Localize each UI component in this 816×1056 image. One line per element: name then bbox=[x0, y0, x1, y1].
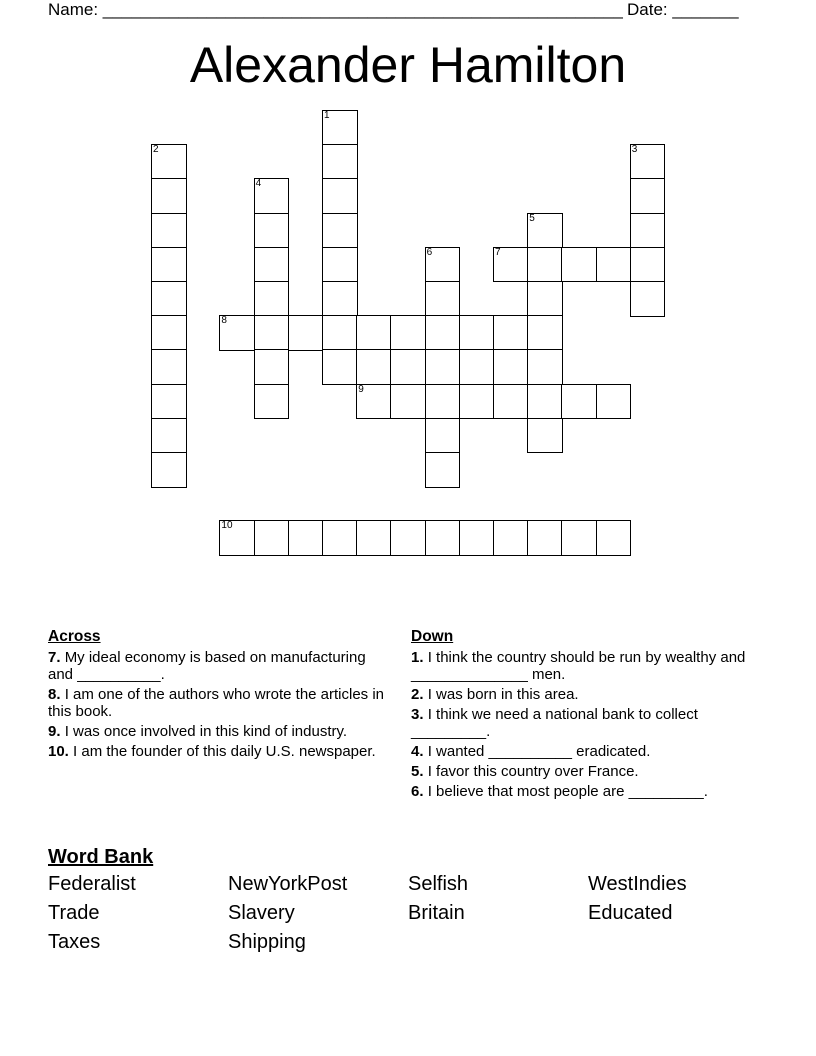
across-clue bbox=[48, 649, 388, 683]
grid-cell[interactable] bbox=[151, 384, 187, 420]
clue-text: I was born in this area. bbox=[427, 686, 579, 703]
grid-cell[interactable] bbox=[219, 520, 255, 556]
grid-cell[interactable] bbox=[493, 315, 529, 351]
across-heading: Across bbox=[48, 628, 101, 645]
clue-number-label: 6 bbox=[426, 246, 433, 258]
grid-cell[interactable] bbox=[254, 520, 290, 556]
grid-cell[interactable] bbox=[288, 520, 324, 556]
grid-cell[interactable] bbox=[254, 315, 290, 351]
grid-cell[interactable] bbox=[322, 349, 358, 385]
down-heading: Down bbox=[411, 628, 454, 645]
word-bank-item: Britain bbox=[408, 902, 465, 924]
clue-number-label: 2 bbox=[153, 144, 159, 156]
grid-cell[interactable] bbox=[561, 384, 597, 420]
grid-cell[interactable] bbox=[322, 144, 358, 180]
grid-cell[interactable] bbox=[425, 247, 461, 283]
grid-cell[interactable] bbox=[151, 247, 187, 283]
clue-number: 1. bbox=[411, 649, 424, 666]
grid-cell[interactable] bbox=[322, 110, 358, 146]
grid-cell[interactable] bbox=[390, 520, 426, 556]
grid-cell[interactable] bbox=[288, 315, 324, 351]
grid-cell[interactable] bbox=[322, 213, 358, 249]
down-clue bbox=[411, 783, 751, 800]
grid-cell[interactable] bbox=[527, 384, 563, 420]
grid-cell[interactable] bbox=[425, 520, 461, 556]
across-clue bbox=[48, 743, 388, 760]
across-clue bbox=[48, 723, 388, 740]
clue-number: 9. bbox=[48, 723, 61, 740]
clue-number-label: 5 bbox=[529, 212, 535, 224]
grid-cell[interactable] bbox=[151, 418, 187, 454]
grid-cell[interactable] bbox=[322, 247, 358, 283]
grid-cell[interactable] bbox=[459, 349, 495, 385]
clue-text: I am one of the authors who wrote the articles in this book. bbox=[48, 686, 385, 720]
grid-cell[interactable] bbox=[527, 349, 563, 385]
clue-number: 10. bbox=[48, 743, 69, 760]
grid-cell[interactable] bbox=[254, 178, 290, 214]
down-clue bbox=[411, 743, 751, 760]
grid-cell[interactable] bbox=[630, 213, 666, 249]
word-bank-item: Educated bbox=[588, 902, 673, 924]
grid-cell[interactable] bbox=[390, 349, 426, 385]
grid-cell[interactable] bbox=[356, 315, 392, 351]
word-bank-item: Taxes bbox=[48, 931, 101, 953]
grid-cell[interactable] bbox=[493, 384, 529, 420]
grid-cell[interactable] bbox=[493, 520, 529, 556]
grid-cell[interactable] bbox=[254, 247, 290, 283]
down-clues bbox=[411, 628, 751, 803]
grid-cell[interactable] bbox=[493, 247, 529, 283]
grid-cell[interactable] bbox=[493, 349, 529, 385]
word-bank-item: Federalist bbox=[48, 873, 136, 895]
grid-cell[interactable] bbox=[425, 384, 461, 420]
word-bank-item: Shipping bbox=[228, 931, 306, 953]
grid-cell[interactable] bbox=[322, 315, 358, 351]
clue-text: I wanted __________ eradicated. bbox=[427, 743, 651, 760]
grid-cell[interactable] bbox=[254, 213, 290, 249]
grid-cell[interactable] bbox=[630, 144, 666, 180]
grid-cell[interactable] bbox=[425, 315, 461, 351]
grid-cell[interactable] bbox=[561, 520, 597, 556]
clue-text: My ideal economy is based on manufacturing and __________. bbox=[48, 649, 366, 683]
clue-number-label: 9 bbox=[358, 383, 364, 395]
down-clue bbox=[411, 706, 751, 740]
grid-cell[interactable] bbox=[151, 281, 187, 317]
grid-cell[interactable] bbox=[151, 315, 187, 351]
grid-cell[interactable] bbox=[151, 349, 187, 385]
grid-cell[interactable] bbox=[322, 178, 358, 214]
grid-cell[interactable] bbox=[151, 178, 187, 214]
clue-number: 7. bbox=[48, 649, 61, 666]
grid-cell[interactable] bbox=[527, 418, 563, 454]
clue-text: I was once involved in this kind of industry. bbox=[64, 723, 348, 740]
grid-cell[interactable] bbox=[527, 315, 563, 351]
grid-cell[interactable] bbox=[425, 452, 461, 488]
grid-cell[interactable] bbox=[596, 384, 632, 420]
clue-number-label: 1 bbox=[324, 110, 330, 121]
grid-cell[interactable] bbox=[459, 384, 495, 420]
word-bank-title: Word Bank bbox=[48, 846, 154, 868]
grid-cell[interactable] bbox=[527, 520, 563, 556]
grid-cell[interactable] bbox=[630, 247, 666, 283]
grid-cell[interactable] bbox=[356, 384, 392, 420]
grid-cell[interactable] bbox=[356, 349, 392, 385]
clue-text: I think the country should be run by wealthy and ______________ men. bbox=[411, 649, 746, 683]
clue-number-label: 7 bbox=[495, 246, 501, 258]
clue-number: 6. bbox=[411, 783, 424, 800]
across-clue bbox=[48, 686, 388, 720]
clue-text: I believe that most people are _________. bbox=[427, 783, 708, 800]
grid-cell[interactable] bbox=[527, 213, 563, 249]
clue-number-label: 3 bbox=[631, 144, 638, 156]
word-bank-item: Selfish bbox=[408, 873, 469, 895]
clue-number: 2. bbox=[411, 686, 424, 703]
clue-number: 3. bbox=[411, 706, 424, 723]
grid-cell[interactable] bbox=[254, 349, 290, 385]
grid-cell[interactable] bbox=[151, 452, 187, 488]
clue-number: 5. bbox=[411, 763, 424, 780]
clue-number-label: 8 bbox=[221, 315, 227, 327]
clue-number: 4. bbox=[411, 743, 424, 760]
grid-cell[interactable] bbox=[425, 349, 461, 385]
grid-cell[interactable] bbox=[425, 281, 461, 317]
word-bank-item: NewYorkPost bbox=[228, 873, 348, 895]
down-clue bbox=[411, 686, 751, 703]
across-clues bbox=[48, 628, 388, 763]
grid-cell[interactable] bbox=[561, 247, 597, 283]
grid-cell[interactable] bbox=[630, 178, 666, 214]
grid-cell[interactable] bbox=[254, 384, 290, 420]
page-title: Alexander Hamilton bbox=[189, 37, 627, 93]
word-bank-item: WestIndies bbox=[588, 873, 687, 895]
clue-text: I favor this country over France. bbox=[427, 763, 639, 780]
grid-cell[interactable] bbox=[151, 144, 187, 180]
word-bank-item: Slavery bbox=[228, 902, 295, 924]
grid-cell[interactable] bbox=[219, 315, 255, 351]
clue-text: I am the founder of this daily U.S. newspaper. bbox=[73, 743, 376, 760]
grid-cell[interactable] bbox=[527, 247, 563, 283]
grid-cell[interactable] bbox=[151, 213, 187, 249]
grid-cell[interactable] bbox=[425, 418, 461, 454]
down-clue bbox=[411, 763, 751, 780]
clue-text: I think we need a national bank to collect _________. bbox=[411, 706, 698, 740]
grid-cell[interactable] bbox=[459, 520, 495, 556]
grid-cell[interactable] bbox=[630, 281, 666, 317]
grid-cell[interactable] bbox=[459, 315, 495, 351]
clue-number-label: 10 bbox=[221, 520, 233, 532]
grid-cell[interactable] bbox=[596, 520, 632, 556]
grid-cell[interactable] bbox=[596, 247, 632, 283]
clue-number: 8. bbox=[48, 686, 61, 703]
grid-cell[interactable] bbox=[390, 384, 426, 420]
down-clue bbox=[411, 649, 751, 683]
grid-cell[interactable] bbox=[390, 315, 426, 351]
grid-cell[interactable] bbox=[322, 520, 358, 556]
name-field-line: Name: _______________________________________________________ bbox=[48, 0, 623, 19]
grid-cell[interactable] bbox=[527, 281, 563, 317]
clue-number-label: 4 bbox=[255, 178, 262, 190]
word-bank bbox=[48, 873, 768, 954]
grid-cell[interactable] bbox=[254, 281, 290, 317]
word-bank-item: Trade bbox=[48, 902, 100, 924]
date-field-line: Date: _______ bbox=[627, 0, 739, 19]
grid-cell[interactable] bbox=[322, 281, 358, 317]
grid-cell[interactable] bbox=[356, 520, 392, 556]
